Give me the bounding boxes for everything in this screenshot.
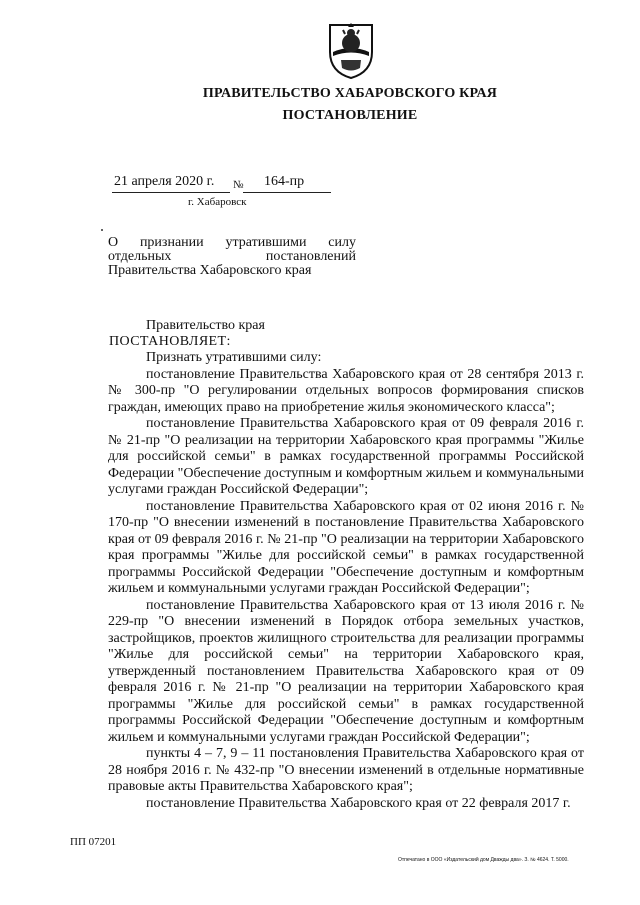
document-number: 164-пр <box>264 174 305 189</box>
scan-dot <box>101 229 103 231</box>
number-underline <box>243 192 331 193</box>
document-type: ПОСТАНОВЛЕНИЕ <box>282 108 418 123</box>
government-title: ПРАВИТЕЛЬСТВО ХАБАРОВСКОГО КРАЯ <box>202 86 498 101</box>
printer-imprint: Отпечатано в ООО «Издательский дом Дважды два». З. № 4624. Т. 5000. <box>398 857 569 863</box>
number-sign: № <box>233 179 244 191</box>
coat-of-arms-icon <box>326 22 376 80</box>
document-body <box>108 350 584 812</box>
issuer: Правительство края <box>146 318 265 333</box>
city: г. Хабаровск <box>188 196 247 208</box>
footer-code: ПП 07201 <box>70 836 117 848</box>
paragraph: постановление Правительства Хабаровского края от 28 сентября 2013 г. № 300-пр "О регулировании отдельных вопросов формирования списков граждан, имеющих право на приобретение жилья экономического класса"; <box>108 366 584 415</box>
paragraph: постановление Правительства Хабаровского края от 09 февраля 2016 г. № 21-пр "О реализации на территории Хабаровского края программы "Жилье для российской семьи" в рамках государственной программы Российской Федерации "Обеспечение доступным и комфортным жильем и коммунальными услугами граждан Российской Федерации"; <box>108 416 584 497</box>
paragraph: Признать утратившими силу: <box>146 350 322 365</box>
document-subject: О признании утратившими силу отдельных постановлений Правительства Хабаровского края <box>108 235 356 278</box>
document-date: 21 апреля 2020 г. <box>114 174 215 189</box>
date-underline <box>112 192 230 193</box>
resolves-heading: ПОСТАНОВЛЯЕТ: <box>109 334 231 349</box>
paragraph: пункты 4 – 7, 9 – 11 постановления Правительства Хабаровского края от 28 ноября 2016 г. № 432-пр "О внесении изменений в отдельные нормативные правовые акты Правительства Хабаровского края"; <box>108 746 584 794</box>
paragraph: постановление Правительства Хабаровского края от 02 июня 2016 г. № 170-пр "О внесении изменений в постановление Правительства Хабаровского края от 09 февраля 2016 г. № 21-пр "О реализации на территории Хабаровского края программы "Жилье для российской семьи" в рамках государственной программы Российской Федерации "Обеспечение доступным и комфортным жильем и коммунальными услугами граждан Российской Федерации"; <box>108 498 584 596</box>
paragraph: постановление Правительства Хабаровского края от 13 июля 2016 г. № 229-пр "О внесении изменений в Порядок отбора земельных участков, застройщиков, проектов жилищного строительства для реализации программы "Жилье для российской семьи" на территории Хабаровского края, утвержденный постановлением Правительства Хабаровского края от 09 февраля 2016 г. № 21-пр "О реализации на территории Хабаровского края программы "Жилье для российской семьи" в рамках государственной программы Российской Федерации "Обеспечение доступным и комфортным жильем и коммунальными услугами граждан Российской Федерации"; <box>108 597 584 745</box>
paragraph: постановление Правительства Хабаровского края от 22 февраля 2017 г. <box>146 795 571 811</box>
